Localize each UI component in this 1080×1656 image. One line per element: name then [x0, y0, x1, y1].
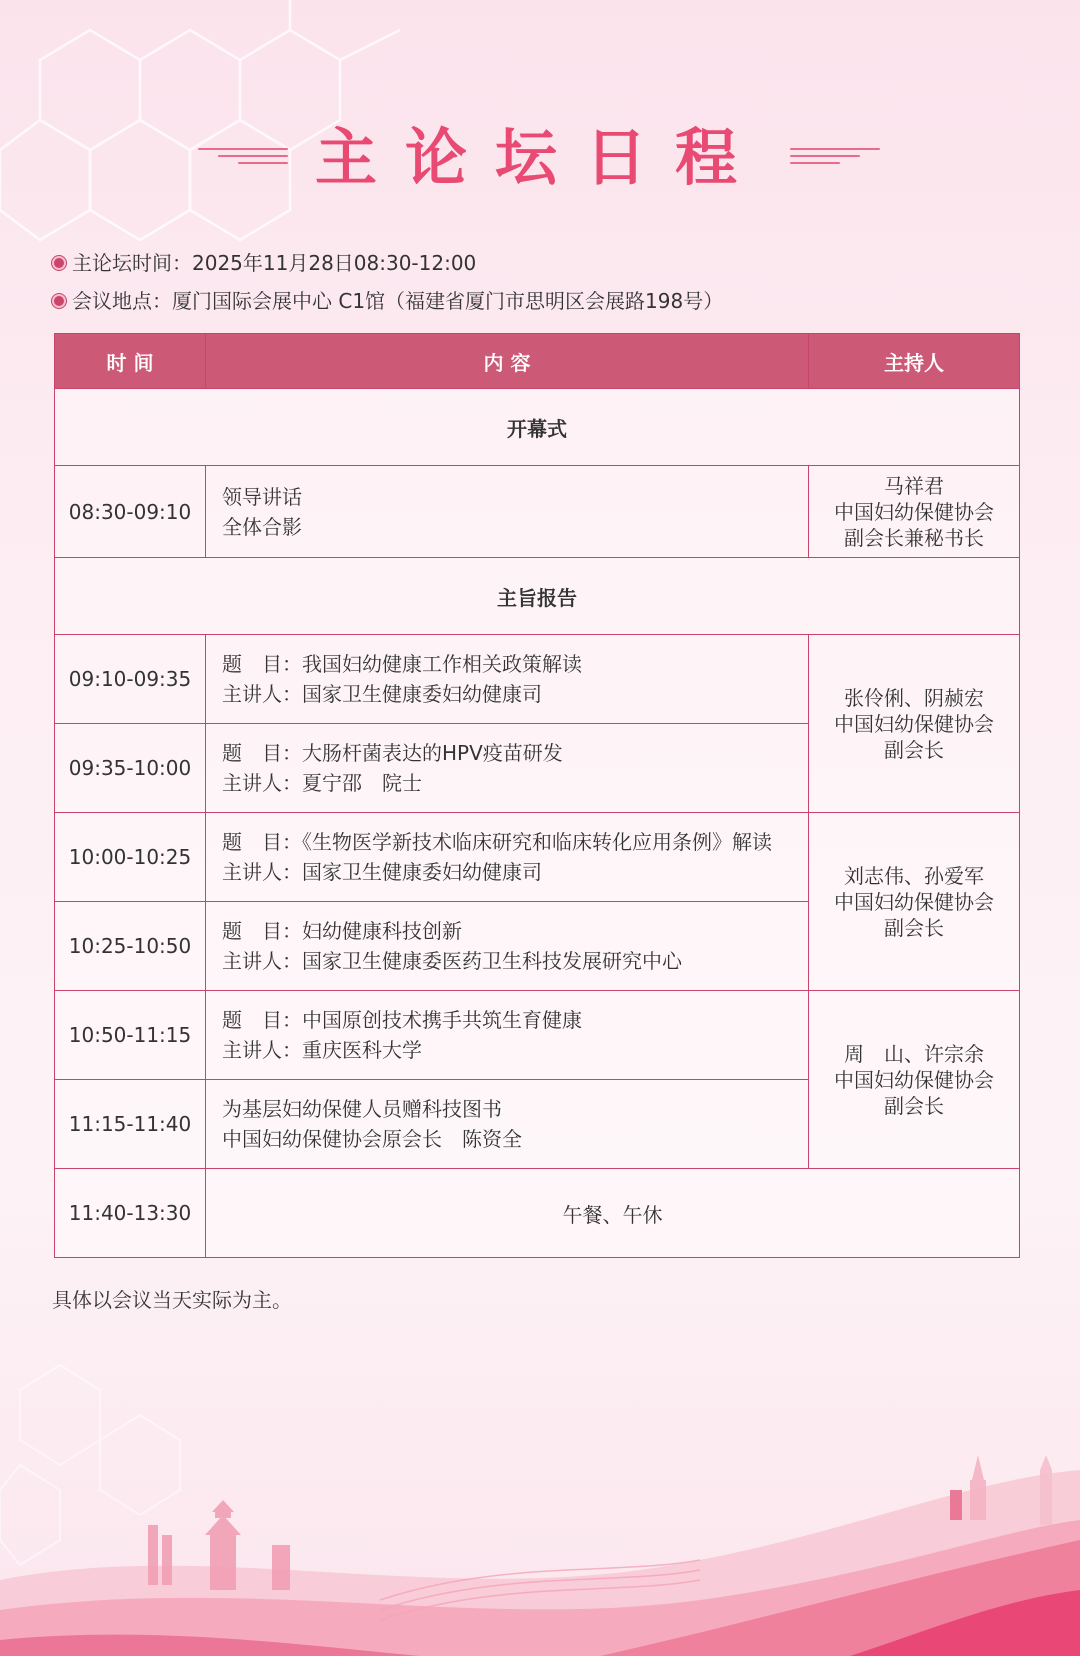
host-name: 张伶俐、阴赪宏: [844, 685, 984, 710]
content-cell: [206, 991, 809, 1080]
content-cell: [206, 635, 809, 724]
table-row: [55, 466, 1020, 558]
time-cell: 10:25-10:50: [55, 902, 206, 991]
time-cell: 09:35-10:00: [55, 724, 206, 813]
talk-title: 题 目：中国原创技术携手共筑生育健康: [222, 1008, 582, 1032]
time-cell: 11:15-11:40: [55, 1080, 206, 1169]
talk-speaker: 主讲人：国家卫生健康委医药卫生科技发展研究中心: [222, 949, 682, 973]
content-cell: [206, 466, 809, 558]
host-cell: [809, 813, 1020, 991]
host-cell: [809, 991, 1020, 1169]
talk-speaker: 中国妇幼保健协会原会长 陈资全: [222, 1127, 522, 1151]
host-title: 副会长: [884, 915, 944, 940]
talk-speaker: 主讲人：国家卫生健康委妇幼健康司: [222, 682, 542, 706]
talk-speaker: 主讲人：国家卫生健康委妇幼健康司: [222, 860, 542, 884]
table-row: [55, 635, 1020, 724]
bullet-dot-icon: [52, 294, 66, 308]
talk-title: 题 目：大肠杆菌表达的HPV疫苗研发: [222, 741, 563, 765]
content-cell: [206, 724, 809, 813]
schedule-table: [54, 333, 1020, 1258]
host-name: 刘志伟、孙爱军: [844, 863, 984, 888]
host-org: 中国妇幼保健协会: [834, 711, 994, 736]
host-name: 马祥君: [884, 473, 944, 498]
section-row-keynote: [55, 558, 1020, 635]
section-title-opening: 开幕式: [55, 389, 1020, 466]
lunch-cell: 午餐、午休: [206, 1169, 1020, 1258]
table-row: [55, 813, 1020, 902]
time-cell: 11:40-13:30: [55, 1169, 206, 1258]
section-row-opening: [55, 389, 1020, 466]
content-cell: [206, 1080, 809, 1169]
content-cell: [206, 902, 809, 991]
host-org: 中国妇幼保健协会: [834, 499, 994, 524]
table-header-row: [55, 334, 1020, 389]
talk-title: 为基层妇幼保健人员赠科技图书: [222, 1097, 502, 1121]
info-venue-text: 会议地点：厦门国际会展中心 C1馆（福建省厦门市思明区会展路198号）: [72, 289, 724, 313]
time-cell: 08:30-09:10: [55, 466, 206, 558]
talk-title: 题 目：《生物医学新技术临床研究和临床转化应用条例》解读: [222, 830, 772, 854]
time-cell: 10:50-11:15: [55, 991, 206, 1080]
host-org: 中国妇幼保健协会: [834, 889, 994, 914]
header-content: 内 容: [206, 334, 809, 389]
table-row: [55, 991, 1020, 1080]
host-org: 中国妇幼保健协会: [834, 1067, 994, 1092]
host-name: 周 山、许宗余: [844, 1041, 984, 1066]
host-cell: [809, 466, 1020, 558]
info-time-text: 主论坛时间：2025年11月28日08:30-12:00: [72, 251, 477, 275]
content-line: 全体合影: [222, 514, 302, 539]
host-cell: [809, 635, 1020, 813]
host-title: 副会长: [884, 1093, 944, 1118]
page-title: 主论坛日程: [314, 121, 765, 194]
content-line: 领导讲话: [222, 484, 302, 509]
host-title: 副会长: [884, 737, 944, 762]
host-title: 副会长兼秘书长: [844, 525, 984, 550]
header-host: 主持人: [809, 334, 1020, 389]
table-row-lunch: [55, 1169, 1020, 1258]
talk-speaker: 主讲人：重庆医科大学: [222, 1038, 422, 1062]
talk-title: 题 目：我国妇幼健康工作相关政策解读: [222, 652, 582, 676]
section-title-keynote: 主旨报告: [55, 558, 1020, 635]
time-cell: 09:10-09:35: [55, 635, 206, 724]
talk-title: 题 目：妇幼健康科技创新: [222, 919, 462, 943]
time-cell: 10:00-10:25: [55, 813, 206, 902]
footnote: 具体以会议当天实际为主。: [52, 1288, 292, 1312]
content-cell: [206, 813, 809, 902]
header-time: 时 间: [55, 334, 206, 389]
info-time: [52, 248, 476, 278]
talk-speaker: 主讲人：夏宁邵 院士: [222, 771, 422, 795]
bullet-dot-icon: [52, 256, 66, 270]
info-venue: [52, 286, 723, 316]
